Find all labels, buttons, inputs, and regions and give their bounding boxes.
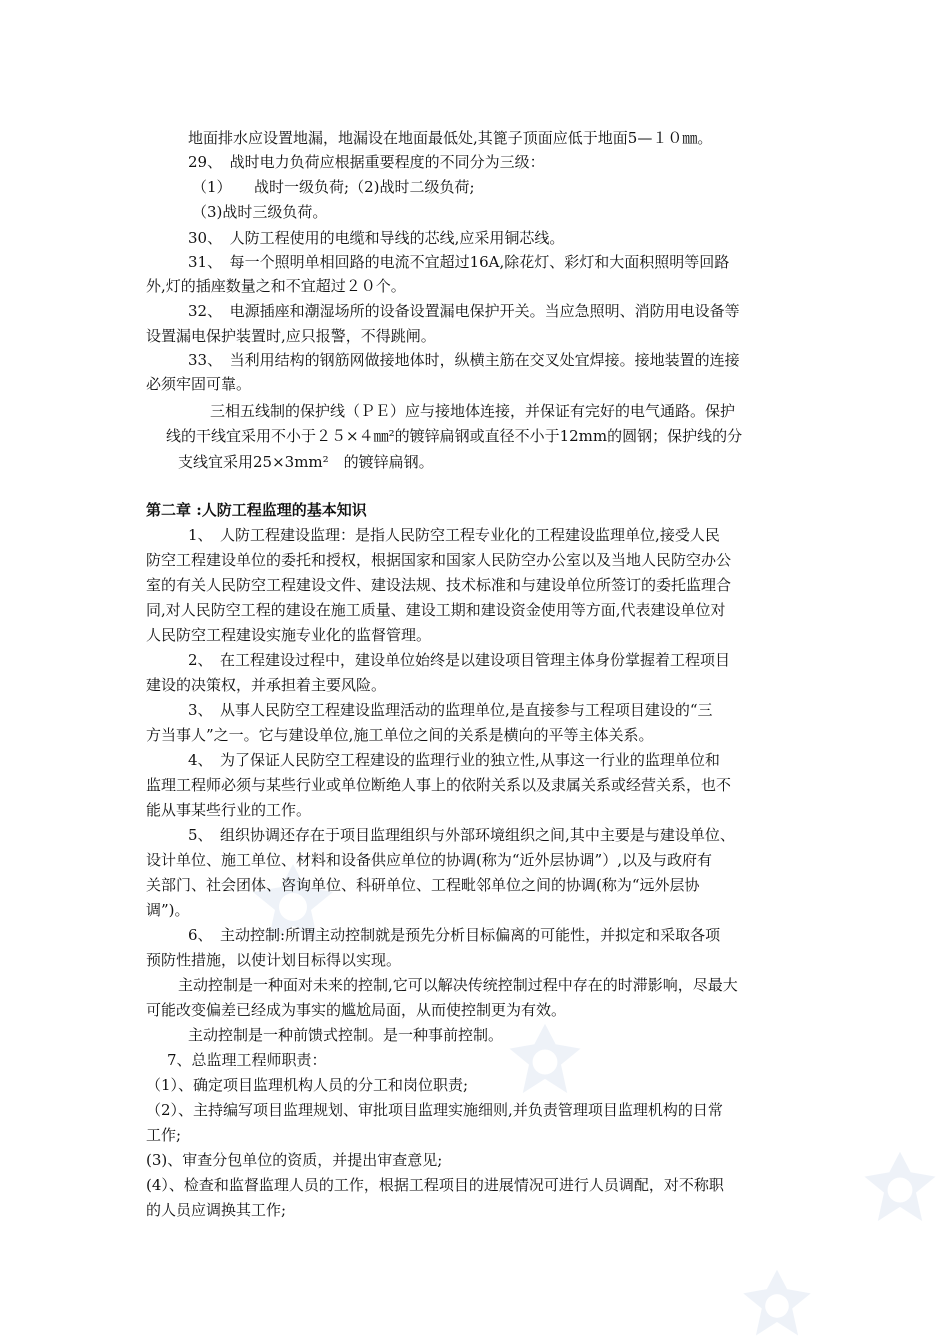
- body-line: 3、 从事人民防空工程建设监理活动的监理单位,是直接参与工程项目建设的“三: [188, 701, 713, 719]
- body-line: （2）、主持编写项目监理规划、审批项目监理实施细则,并负责管理项目监理机构的日常: [146, 1101, 723, 1119]
- body-line: 调”)。: [146, 901, 190, 919]
- body-line: 31、 每一个照明单相回路的电流不宜超过16A,除花灯、彩灯和大面积照明等回路: [188, 253, 730, 271]
- body-line: 必须牢固可靠。: [146, 375, 252, 393]
- body-line: 外,灯的插座数量之和不宜超过２０个。: [146, 277, 406, 295]
- body-line: 6、 主动控制:所谓主动控制就是预先分析目标偏离的可能性，并拟定和采取各项: [188, 926, 721, 944]
- body-line: 能从事某些行业的工作。: [146, 801, 312, 819]
- body-line: （3)战时三级负荷。: [192, 203, 328, 221]
- body-line: 30、 人防工程使用的电缆和导线的芯线,应采用铜芯线。: [188, 229, 565, 247]
- body-line: 32、 电源插座和潮湿场所的设备设置漏电保护开关。当应急照明、消防用电设备等: [188, 302, 740, 320]
- watermark-emblem: [505, 1022, 585, 1102]
- body-line: 室的有关人民防空工程建设文件、建设法规、技术标准和与建设单位所签订的委托监理合: [146, 576, 732, 594]
- body-line: 主动控制是一种面对未来的控制,它可以解决传统控制过程中存在的时滞影响，尽最大: [178, 976, 738, 994]
- body-line: (4）、检查和监督监理人员的工作，根据工程项目的进展情况可进行人员调配，对不称职: [146, 1176, 724, 1194]
- body-line: 三相五线制的保护线（ＰＥ）应与接地体连接，并保证有完好的电气通路。保护: [210, 402, 736, 420]
- body-line: 2、 在工程建设过程中，建设单位始终是以建设项目管理主体身份掌握着工程项目: [188, 651, 731, 669]
- body-line: 监理工程师必须与某些行业或单位断绝人事上的依附关系以及隶属关系或经营关系，也不: [146, 776, 732, 794]
- chapter-heading: 第二章 :人防工程监理的基本知识: [146, 501, 367, 519]
- body-line: 的人员应调换其工作;: [146, 1201, 287, 1219]
- body-line: 33、 当利用结构的钢筋网做接地体时，纵横主筋在交叉处宜焊接。接地装置的连接: [188, 351, 740, 369]
- body-line: 线的干线宜采用不小于２５×４㎜²的镀锌扁钢或直径不小于12mm的圆钢；保护线的分: [166, 427, 743, 445]
- body-line: 预防性措施，以使计划目标得以实现。: [146, 951, 402, 969]
- body-line: 工作;: [146, 1126, 182, 1144]
- body-line: 设置漏电保护装置时,应只报警，不得跳闸。: [146, 327, 436, 345]
- body-line: 1、 人防工程建设监理：是指人民防空工程专业化的工程建设监理单位,接受人民: [188, 526, 720, 544]
- body-line: 同,对人民防空工程的建设在施工质量、建设工期和建设资金使用等方面,代表建设单位对: [146, 601, 726, 619]
- watermark-emblem: [860, 1150, 940, 1230]
- body-line: 方当事人”之一。它与建设单位,施工单位之间的关系是横向的平等主体关系。: [146, 726, 654, 744]
- body-line: 4、 为了保证人民防空工程建设的监理行业的独立性,从事这一行业的监理单位和: [188, 751, 720, 769]
- body-line: 人民防空工程建设实施专业化的监督管理。: [146, 626, 432, 644]
- body-line: 可能改变偏差已经成为事实的尴尬局面，从而使控制更为有效。: [146, 1001, 567, 1019]
- body-line: 29、 战时电力负荷应根据重要程度的不同分为三级：: [188, 153, 545, 171]
- body-line: 防空工程建设单位的委托和授权，根据国家和国家人民防空办公室以及当地人民防空办公: [146, 551, 732, 569]
- body-line: （1） 战时一级负荷;（2)战时二级负荷;: [192, 178, 475, 196]
- body-line: 地面排水应设置地漏，地漏设在地面最低处,其篦子顶面应低于地面5—１０㎜。: [188, 129, 713, 147]
- body-line: 5、 组织协调还存在于项目监理组织与外部环境组织之间,其中主要是与建设单位、: [188, 826, 735, 844]
- body-line: 主动控制是一种前馈式控制。是一种事前控制。: [188, 1026, 504, 1044]
- watermark-emblem: [732, 1268, 822, 1344]
- body-line: 支线宜采用25×3mm² 的镀锌扁钢。: [178, 453, 434, 471]
- body-line: 设计单位、施工单位、材料和设备供应单位的协调(称为“近外层协调”）,以及与政府有: [146, 851, 712, 869]
- body-line: （1）、确定项目监理机构人员的分工和岗位职责;: [146, 1076, 469, 1094]
- body-line: 建设的决策权，并承担着主要风险。: [146, 676, 387, 694]
- body-line: (3)、审查分包单位的资质，并提出审查意见;: [146, 1151, 443, 1169]
- body-line: 关部门、社会团体、咨询单位、科研单位、工程毗邻单位之间的协调(称为“远外层协: [146, 876, 700, 894]
- body-line: 7、总监理工程师职责：: [167, 1051, 327, 1069]
